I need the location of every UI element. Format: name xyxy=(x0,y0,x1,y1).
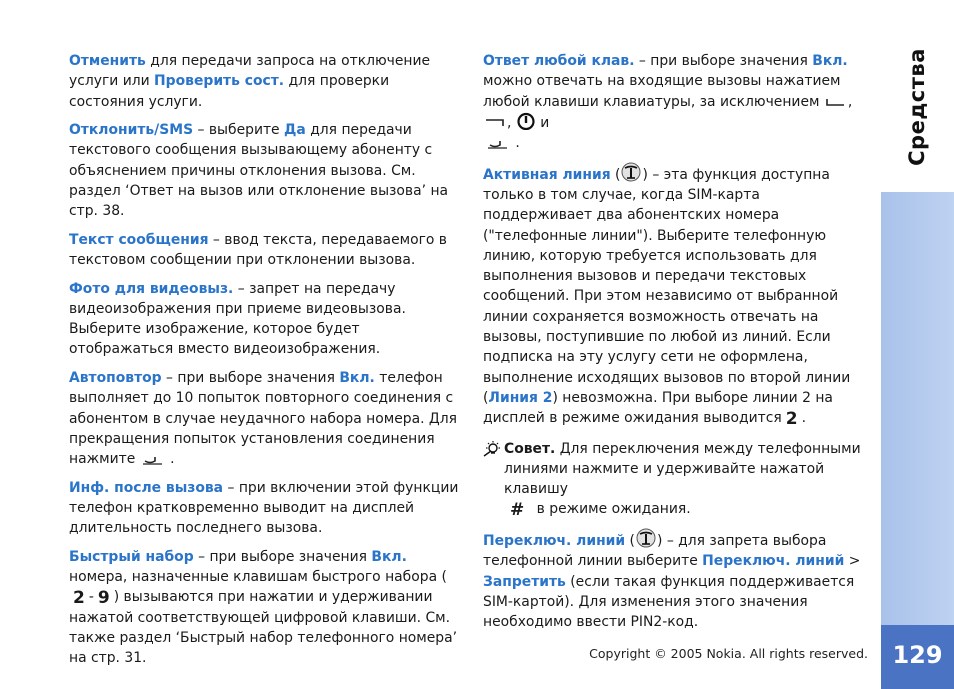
line-2-indicator: 2 xyxy=(785,409,798,430)
network-service-icon-2 xyxy=(635,528,657,548)
tip-block: Совет. Для переключения между телефонными линиями нажмите и удерживайте нажатой клавишу # в режиме ожидания. xyxy=(483,439,871,520)
section-title-text: Средства xyxy=(905,48,929,166)
section-title xyxy=(897,48,937,166)
paragraph-reject-sms: Отклонить/SMS – выберите Да для передачи текстового сообщения вызывающему абоненту с объяснением причины отклонения вызова. См. раздел ‘Ответ на вызов или отклонение вызова’ на стр. 38. xyxy=(69,122,449,220)
copyright-footer: Copyright © 2005 Nokia. All rights reserved. xyxy=(589,646,868,661)
left-selection-key-icon xyxy=(824,95,848,109)
term-video-photo: Фото для видеовыз. xyxy=(69,280,234,297)
tip-label: Совет. xyxy=(504,440,556,457)
term-line-2: Линия 2 xyxy=(488,389,553,406)
paragraph-speed-dial: Быстрый набор – при выборе значения Вкл. номера, назначенные клавишам быстрого набора ( 2 - 9 ) вызываются при нажатии и удерживании нажатой соответствующей цифровой клавиши. См. также раздел ‘Быстрый набор телефонного номера’ на стр. 31. xyxy=(69,548,458,667)
end-call-key-icon xyxy=(140,452,166,466)
term-on-2: Вкл. xyxy=(371,548,407,565)
paragraph-video-photo: Фото для видеовыз. – запрет на передачу видеоизображения при приеме видеовызова. Выберите изображение, которое будет отображаться вместо видеоизображения. xyxy=(69,280,406,358)
paragraph-auto-redial: Автоповтор – при выборе значения Вкл. телефон выполняет до 10 попыток повторного соединения с абонентом в случае неудачного набора номера. Для прекращения попыток установления соединения нажмите . xyxy=(69,369,458,468)
term-auto-redial: Автоповтор xyxy=(69,369,162,386)
left-column xyxy=(69,51,461,677)
tip-lightbulb-icon xyxy=(483,440,501,458)
page-number-badge xyxy=(881,625,954,689)
term-yes: Да xyxy=(284,122,306,139)
paragraph-call-info: Инф. после вызова – при включении этой функции телефон кратковременно выводит на дисплей длительность последнего вызова. xyxy=(69,479,459,537)
power-key-icon xyxy=(516,112,536,130)
paragraph-active-line: Активная линия ( ) – эта функция доступна только в том случае, когда SIM-карта поддерживает два абонентских номера ("телефонные линии"). Выберите телефонную линию, которую требуется использовать для выполнения вызовов и передачи текстовых сообщений. При этом независимо от выбранной линии сохраняется возможность отвечать на вызовы, поступившие по любой из линий. Если подписка на эту услугу сети не оформлена, выполнение исходящих вызовов по второй линии (Линия 2) невозможна. При выборе линии 2 на дисплей в режиме ожидания выводится 2 . xyxy=(483,162,871,429)
term-line-switch: Переключ. линий xyxy=(483,532,626,549)
key-9: 9 xyxy=(97,588,110,609)
right-selection-key-icon xyxy=(483,116,507,130)
paragraph-cancel: Отменить для передачи запроса на отключение услуги или Проверить сост. для проверки состояния услуги. xyxy=(69,53,431,110)
term-on-3: Вкл. xyxy=(812,53,848,69)
term-check-status: Проверить сост. xyxy=(154,73,285,90)
term-on: Вкл. xyxy=(339,369,375,386)
term-any-key-answer: Ответ любой клав. xyxy=(483,53,635,69)
end-key-icon xyxy=(485,136,511,150)
term-message-text: Текст сообщения xyxy=(69,231,209,248)
paragraph-line-switch: Переключ. линий ( ) – для запрета выбора телефонной линии выберите Переключ. линий > Запретить (если такая функция поддерживается SIM-картой). Для изменения этого значения необходимо ввести PIN2-код. xyxy=(483,528,871,632)
term-line-switch-2: Переключ. линий xyxy=(702,553,845,570)
page-number: 129 xyxy=(892,641,943,669)
hash-key: # xyxy=(510,500,525,521)
term-reject-sms: Отклонить/SMS xyxy=(69,122,194,139)
right-column xyxy=(483,51,871,641)
network-service-icon xyxy=(620,162,642,182)
key-2: 2 xyxy=(73,588,85,609)
paragraph-any-key-answer: Ответ любой клав. – при выборе значения Вкл. можно отвечать на входящие вызовы нажатием любой клавиши клавиатуры, за исключением , , и . xyxy=(483,53,853,152)
term-active-line: Активная линия xyxy=(483,166,611,183)
paragraph-message-text: Текст сообщения – ввод текста, передаваемого в текстовом сообщении при отклонении вызова. xyxy=(69,231,447,269)
term-cancel: Отменить xyxy=(69,53,146,69)
term-call-info: Инф. после вызова xyxy=(69,479,224,496)
term-speed-dial: Быстрый набор xyxy=(69,548,194,565)
term-prohibit: Запретить xyxy=(483,573,566,590)
